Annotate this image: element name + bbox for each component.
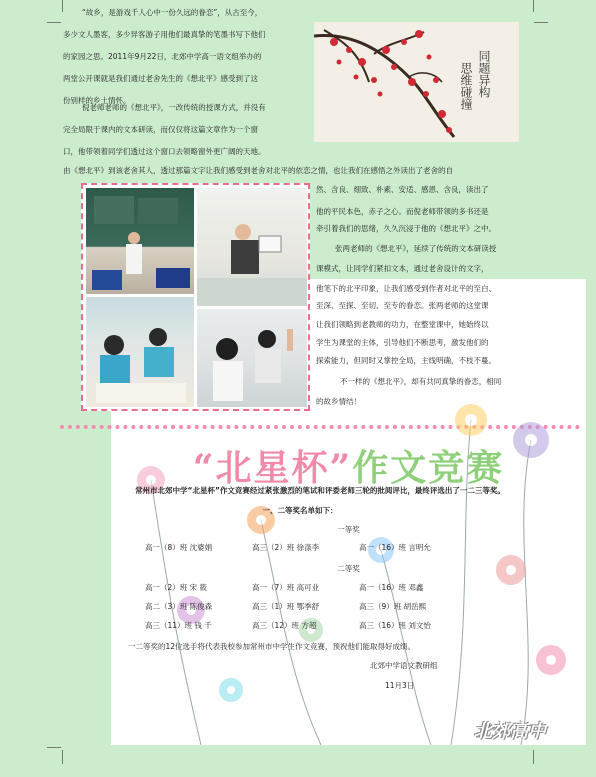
second-prize-winner-1: 高一（2）班 宋 筱	[145, 583, 208, 592]
article-p1-line1: “故乡，是游戏千人心中一份久远的眷恋”，从古至今，	[82, 8, 263, 17]
article-p3-line1: 由《想北平》到该老舍其人，透过那篇文字让我们感受到老舍对北平的依恋之情，也让我们在感悟之外读出了老舍的自	[63, 166, 453, 175]
article-p4-line7: 探索能力，但同时又掌控全局，主线明确，不枝不蔓。	[316, 356, 496, 365]
article-p2-line2: 完全局限于课内的文本研读，而仅仅将这篇文章作为一个窗	[63, 125, 258, 134]
second-prize-winner-8: 高三（12）班 方超	[252, 621, 317, 630]
first-prize-winner-1: 高一（8）班 沈婆娟	[145, 543, 213, 552]
second-prize-winner-9: 高三（16）班 刘文怡	[359, 621, 431, 630]
article-p2-line3: 口，他带领着同学们透过这个窗口去领略窗外更广阔的天地。	[63, 147, 266, 156]
article-p1-line3: 的家园之思。2011年9月22日，北郊中学高一语文组举办的	[63, 52, 262, 61]
second-prize-heading: 二等奖	[337, 564, 360, 573]
decorative-flowers	[111, 360, 586, 750]
plum-text-col2: 思维碰撞	[459, 62, 473, 110]
second-prize-winner-2: 高一（7）班 高可业	[252, 583, 320, 592]
contest-title	[111, 440, 586, 491]
article-p4-line1: 张两老师的《想北平》，延续了传统的文本研读授	[335, 244, 497, 253]
crop-mark-bottom-left-h	[47, 747, 61, 748]
crop-mark-top-left-v	[62, 0, 63, 12]
article-p3-line2: 然、含良、细致、朴素、安适、感恩、含良，读出了	[316, 185, 489, 194]
article-p1-line4: 两堂公开课就是我们通过老舍先生的《想北平》感受到了这	[63, 74, 258, 83]
article-p4-line6: 学生为课堂的主体，引导他们不断思考，激发他们的	[316, 338, 489, 347]
article-p4-line4: 至深、至探、至切、至专的眷恋。张两老师的这堂课	[316, 301, 489, 310]
photo-teacher-at-board	[86, 188, 194, 294]
plum-blossom-image	[314, 22, 519, 142]
contest-closing: 一二等奖的12位选手将代表我校参加常州市中学生作文竞赛，预祝他们能取得好成绩。	[128, 642, 416, 651]
first-prize-winner-3: 高一（16）班 言明允	[359, 543, 431, 552]
article-p4-line3: 他笔下的北平印象，让我们感受到作者对北平的至白、	[316, 284, 496, 293]
article-p5-line2: 的故乡情结！	[316, 397, 361, 406]
contest-intro: 常州市北郊中学“北星杯”作文竞赛经过紧张激烈的笔试和评委老师三轮的批阅评比，最终评选出了一二三等奖。	[135, 486, 505, 495]
contest-title-rest: 作文竞赛	[352, 447, 505, 489]
contest-title-quoted: “北星杯”	[192, 447, 353, 489]
article-p3-line4: 牵引着我们的思绪，久久沉浸于他的《想北平》之中。	[316, 224, 496, 233]
second-prize-winner-3: 高一（16）班 邓鑫	[359, 583, 424, 592]
article-p5-line1: 不一样的《想北平》，却有共同真挚的眷恋，相同	[340, 377, 502, 386]
plum-text-col1: 同题异构	[477, 50, 491, 98]
first-prize-heading: 一等奖	[337, 525, 360, 534]
article-p2-line1: 倪老师老师的《想北平》，一改传统的授课方式，并没有	[82, 103, 266, 112]
crop-mark-bottom-left-v	[62, 750, 63, 764]
second-prize-winner-6: 高三（9）班 胡岳熙	[359, 602, 427, 611]
first-prize-winner-2: 高三（2）班 徐涤李	[252, 543, 320, 552]
article-p4-line2: 课模式，让同学们紧扣文本，通过老舍设计的文字，	[316, 264, 489, 273]
crop-mark-top-left-h	[47, 22, 61, 23]
article-p3-line3: 他的平民本色，赤子之心。而倪老师带领的多书还是	[316, 207, 489, 216]
crop-mark-top-right-h	[534, 22, 548, 23]
crop-mark-bottom-right-v	[533, 750, 534, 764]
article-p1-line2: 多少文人墨客，多少异客游子用他们最真挚的笔墨书写下他们	[63, 30, 266, 39]
contest-date: 11月3日	[385, 681, 415, 690]
school-watermark: 北郊高中	[474, 721, 546, 742]
winners-heading: 一、二等奖名单如下：	[262, 506, 338, 515]
second-prize-winner-5: 高三（1）班 鄂季舒	[252, 602, 320, 611]
photo-teacher-with-book	[197, 188, 307, 306]
second-prize-winner-7: 高三（11）班 钱 千	[145, 621, 212, 630]
contest-organizer: 北郊中学语文教研组	[370, 661, 438, 670]
crop-mark-top-right-v	[533, 0, 534, 12]
article-p1-line5: 份别样的乡土情怀。	[63, 96, 131, 105]
article-p4-line5: 让我们领略到老教师的功力，在整堂课中，她始终以	[316, 320, 489, 329]
second-prize-winner-4: 高二（3）班 陈俊森	[145, 602, 213, 611]
